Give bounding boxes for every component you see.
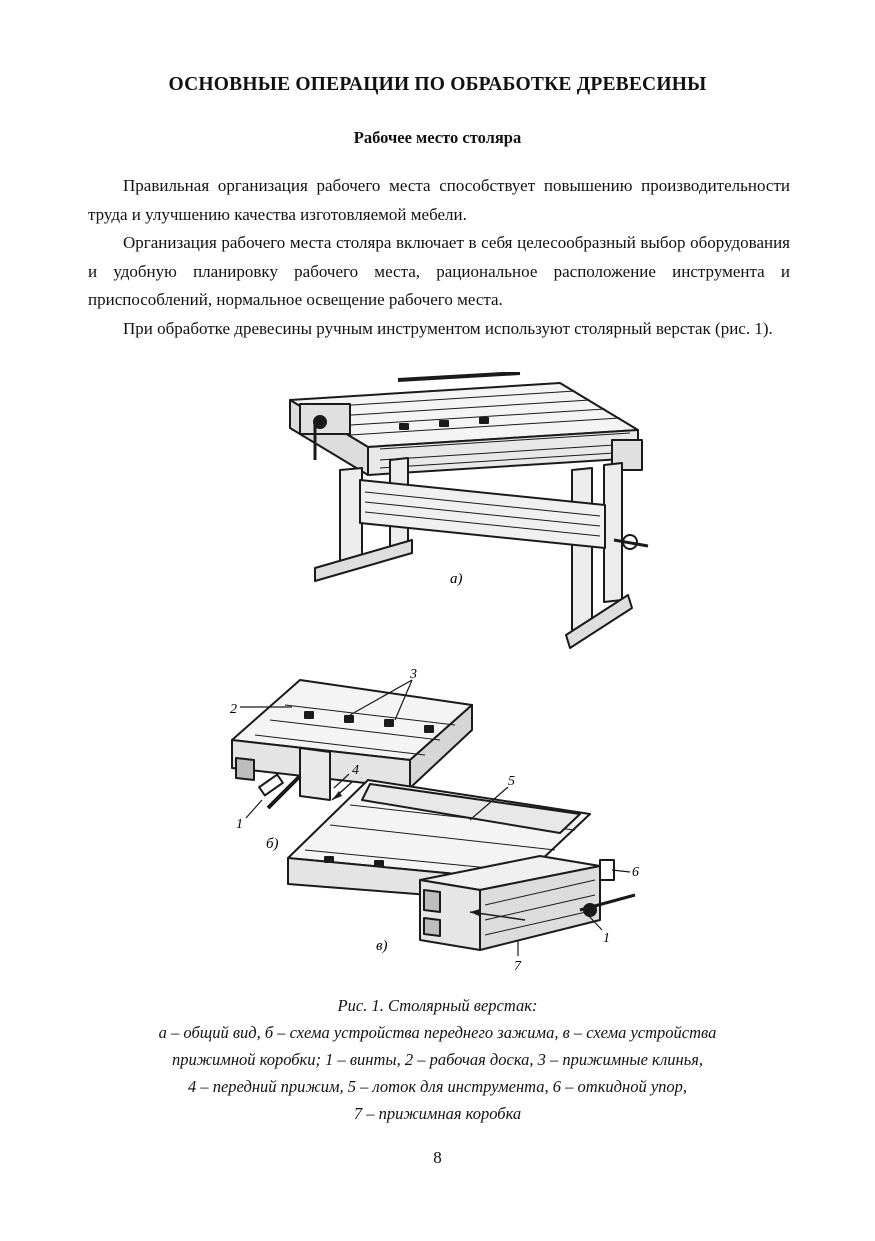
paragraph-2: Организация рабочего места столяра включает в себя целесообразный выбор оборудования и удобную планировку рабочего места, рациональное расположение инструмента и приспособлений, нормальное освещение рабочего места.	[88, 233, 790, 309]
callout-7: 7	[514, 959, 521, 972]
sublabel-a: а)	[450, 571, 463, 587]
caption-line-3: прижимной коробки; 1 – винты, 2 – рабочая доска, 3 – прижимные клинья,	[171, 1050, 704, 1069]
paragraph-1: Правильная организация рабочего места способствует повышению производительности труда и улучшению качества изготовляемой мебели.	[88, 176, 790, 224]
workbench-general-view-drawing	[290, 373, 648, 648]
caption-line-4: 4 – передний прижим, 5 – лоток для инструмента, 6 – откидной упор,	[187, 1077, 688, 1096]
page-title: ОСНОВНЫЕ ОПЕРАЦИИ ПО ОБРАБОТКЕ ДРЕВЕСИНЫ	[168, 74, 707, 95]
callout-1-b: 1	[236, 817, 243, 832]
callout-3: 3	[410, 667, 417, 682]
caption-line-5: 7 – прижимная коробка	[353, 1104, 522, 1123]
callout-5: 5	[508, 774, 515, 789]
callout-6: 6	[632, 865, 639, 880]
page-number: 8	[433, 1148, 442, 1167]
section-subtitle: Рабочее место столяра	[353, 128, 522, 147]
body-text	[88, 172, 790, 343]
figure-caption	[60, 992, 815, 1127]
caption-line-1: Рис. 1. Столярный верстак:	[337, 996, 538, 1015]
callout-2: 2	[230, 702, 237, 717]
sublabel-v: в)	[376, 938, 388, 954]
clamping-box-drawing	[288, 780, 635, 956]
sublabel-b: б)	[266, 836, 279, 852]
callout-1-v: 1	[603, 931, 610, 946]
workbench-figure	[0, 372, 875, 972]
caption-line-2: а – общий вид, б – схема устройства переднего зажима, в – схема устройства	[158, 1023, 717, 1042]
paragraph-3: При обработке древесины ручным инструментом используют столярный верстак (рис. 1).	[123, 318, 773, 338]
callout-4: 4	[352, 763, 359, 778]
